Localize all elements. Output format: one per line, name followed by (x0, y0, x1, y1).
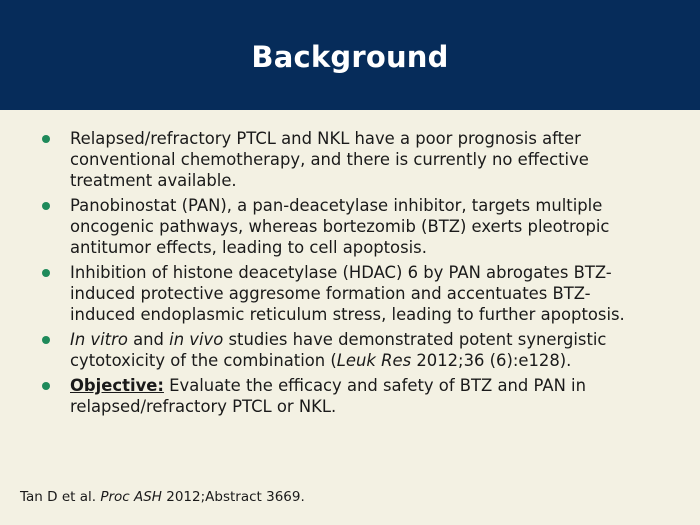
italic-journal: Leuk Res (336, 351, 412, 370)
bullet-item (40, 375, 640, 417)
bullet-text: Panobinostat (PAN), a pan-deacetylase inhibitor, targets multiple oncogenic pathways, whereas bortezomib (BTZ) exerts pleotropic antitumor effects, leading to cell apoptosis. (70, 196, 610, 257)
bullet-list (40, 128, 640, 421)
bullet-text: Inhibition of histone deacetylase (HDAC) 6 by PAN abrogates BTZ-induced protective aggresome formation and accentuates BTZ-induced endoplasmic reticulum stress, leading to further apoptosis. (70, 263, 625, 324)
bullet-text: Relapsed/refractory PTCL and NKL have a poor prognosis after conventional chemotherapy, and there is currently no effective treatment available. (70, 129, 589, 190)
bullet-text (70, 376, 586, 416)
objective-text: Evaluate the efficacy and safety of BTZ and PAN in relapsed/refractory PTCL or NKL. (70, 376, 587, 416)
citation-journal: Proc ASH (100, 489, 162, 505)
italic-in-vivo: in vivo (169, 330, 224, 349)
citation-details: 2012;Abstract 3669. (161, 489, 305, 505)
bullet-item (40, 329, 640, 371)
slide-title: Background (251, 40, 449, 74)
bullet-item (40, 262, 640, 325)
objective-label: Objective: (70, 376, 164, 395)
bullet-item (40, 195, 640, 258)
citation-authors: Tan D et al. (20, 489, 101, 505)
text-fragment: 2012;36 (6):e128). (411, 351, 572, 370)
text-fragment: studies have demonstrated potent synergistic cytotoxicity of the combination ( (70, 330, 607, 370)
bullet-text (70, 330, 606, 370)
bullet-dot-icon (42, 135, 50, 143)
bullet-item (40, 128, 640, 191)
bullet-dot-icon (42, 202, 50, 210)
text-fragment: and (127, 330, 170, 349)
italic-in-vitro: In vitro (70, 330, 128, 349)
citation (20, 488, 305, 506)
slide-header (0, 0, 700, 110)
bullet-dot-icon (42, 336, 50, 344)
bullet-dot-icon (42, 269, 50, 277)
bullet-dot-icon (42, 382, 50, 390)
